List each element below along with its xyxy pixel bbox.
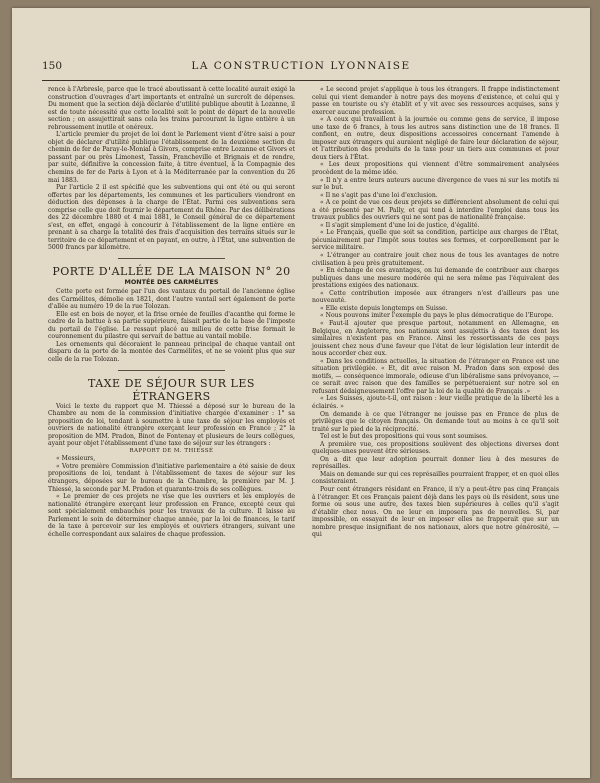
paragraph: « Nous pouvons imiter l'exemple du pays le plus démocratique de l'Europe.	[320, 312, 554, 320]
paragraph: « Le Français, quelle que soit sa condition, participe aux charges de l'État, pécuniairement par l'impôt sous toutes ses formes, et corporellement par le service militaire.	[312, 229, 559, 252]
paragraph: « En échange de ces avantages, on lui demande de contribuer aux charges publiques dans une mesure modérée qui ne sera même pas l'équivalent des prestations exigées des nationaux.	[312, 267, 559, 290]
paragraph: Pour cent étrangers résidant en France, il n'y a peut-être pas cinq Français à l'étranger. Et ces Français paient déjà dans les pays où ils résident, sous une forme ou sous une autre, des taxes bien supérieures à celles qu'il s'agit d'établir chez nous. On ne leur en imposera pas de nouvelles. Si, par impossible, on essayait de leur en imposer elles ne frapperait que sur un nombre presque insignifiant de nos nationaux, alors que notre générosité, — qui	[312, 485, 559, 539]
paragraph: « Il ne s'agit pas d'une loi d'exclusion.	[320, 191, 438, 199]
paragraph: « Le second projet s'applique à tous les étrangers. Il frappe indistinctement celui qui vient demander à notre pays des moyens d'existence, et celui qui y passe en touriste ou s'y établit et y vit avec ses ressources acquises, sans y exercer aucune profession.	[312, 86, 559, 116]
paragraph: « Les Suisses, ajoute-t-il, ont raison : leur vieille pratique de la liberté les a éclairés. »	[312, 395, 559, 410]
left-column	[48, 86, 295, 538]
paragraph: « L'étranger au contraire jouit chez nous de tous les avantages de notre civilisation à peu près gratuitement.	[312, 252, 559, 267]
paragraph: Tel est le but des propositions qui vous sont soumises.	[320, 433, 488, 441]
paragraph: Mais on demande sur qui ces représailles pourraient frapper, et en quoi elles consisteraient.	[312, 470, 559, 486]
journal-title: LA CONSTRUCTION LYONNAISE	[191, 60, 411, 72]
right-column	[312, 86, 559, 539]
paragraph: Voici le texte du rapport que M. Thiessé a déposé sur le bureau de la Chambre au nom de la commission d'initiative chargée d'examiner : 1° sa proposition de loi, tendant à soumettre à une taxe de séjour les employés et ouvriers de nationalité étrangère exerçant leur profession en France ; 2° la proposition de MM. Pradon, Binot de Fontenay et plusieurs de leurs collègues, ayant pour objet l'établissement d'une taxe de séjour sur les étrangers :	[48, 402, 295, 448]
paragraph: « Le premier de ces projets ne vise que les ouvriers et les employés de nationalité étrangère exerçant leur profession en France, excepté ceux qui sont spécialement embauchés pour les travaux de la culture. Il laisse au Parlement le soin de déterminer chaque année, par la loi de finances, le tarif de la taxe à percevoir sur les employés et ouvriers étrangers, suivant une échelle correspondant aux salaires de chaque profession.	[48, 493, 295, 538]
paragraph: On a dit que leur adoption pourrait donner lieu à des mesures de représailles.	[312, 455, 559, 471]
paragraph: « Dans les conditions actuelles, la situation de l'étranger en France est une situation privilégiée. « Et, dit avec raison M. Pradon dans son exposé des motifs, — conséquence immorale, odieuse d'un libéralisme sans prévoyance, — ce serait avec raison que des familles se perpétueraient sur notre sol en refusant dédaigneusement l'offre par la loi de la qualité de Français .»	[312, 357, 559, 395]
page-header	[42, 60, 560, 74]
section-divider	[118, 258, 225, 259]
page-number: 150	[42, 60, 63, 72]
paragraph: Par l'article 2 il est spécifié que les subventions qui ont été ou qui seront offertes par les départements, les communes et les particuliers viendront en déduction des dépenses à la charge de l'État. Parmi ces subventions sera comprise celle que doit fournir le département du Rhône. Par des délibérations des 22 décembre 1880 et 4 mai 1881, le Conseil général de ce département s'est, en effet, engagé à concourir à l'établissement de la ligne entière en prenant à sa charge la totalité des frais d'acquisition des terrains situés sur le territoire de ce département et en payant, en outre, à l'État, une subvention de 5000 francs par kilomètre.	[48, 184, 295, 252]
paragraph: rence à l'Arbresle, parce que le tracé aboutissant à cette localité aurait exigé la construction d'ouvrages d'art importants et entraîné un surcroît de dépenses. Du moment que la section déjà déclarée d'utilité publique aboutit à Lozanne, il est de toute nécessité que cette localité soit le point de départ de la nouvelle section ; on assujettirait sans cela les trains parcourant la ligne entière à un rebroussement inutile et onéreux.	[48, 86, 295, 131]
paragraph: « Elle existe depuis longtemps en Suisse.	[320, 304, 448, 312]
rapport-heading: RAPPORT DE M. THIESSÉ	[129, 447, 214, 454]
paragraph: « Il n'y a entre leurs auteurs aucune divergence de vues ni sur les motifs ni sur le but.	[312, 176, 559, 192]
paragraph: Les ornements qui décoraient le panneau principal de chaque vantail ont disparu de la porte de la montée des Carmélites, et ne se voient plus que sur celle de la rue Tolozan.	[48, 340, 295, 363]
salutation: « Messieurs,	[56, 455, 96, 463]
paragraph: Elle est en bois de noyer, et la frise ornée de feuilles d'acanthe qui forme le cadre de la battue à sa partie supérieure, faisait partie de la base de l'imposte du portail de l'église. Le ressaut placé au milieu de cette frise formait le couronnement du pilastre qui servait de battue au vantail mobile.	[48, 310, 295, 341]
paragraph: « A ce point de vue ces deux projets se différencient absolument de celui qui a été présenté par M. Pally, et qui tend à interdire l'emploi dans tous les travaux publics des ouvriers qui ne sont pas de nationalité française.	[312, 199, 559, 222]
paragraph: A première vue, ces propositions soulèvent des objections diverses dont quelques-unes peuvent être sérieuses.	[312, 440, 559, 456]
paragraph: « Les deux propositions qui viennent d'être sommairement analysées procèdent de la même idée.	[312, 161, 559, 177]
paragraph: L'article premier du projet de loi dont le Parlement vient d'être saisi a pour objet de déclarer d'utilité publique l'établissement de la deuxième section du chemin de fer de Paray-le-Monial à Givors, comprise entre Lozanne et Givors et passant par ou près Limonest, Tassin, Francheville et Brignais et de rendre, par suite, définitive la concession faite, à titre éventuel, à la Compagnie des chemins de fer de Paris à Lyon et à la Méditerranée par la convention du 26 mai 1883.	[48, 131, 295, 184]
paragraph: « Cette contribution imposée aux étrangers n'est d'ailleurs pas une nouveauté.	[312, 289, 559, 305]
section-divider	[118, 370, 225, 371]
section-title-taxe: TAXE DE SÉJOUR SUR LES ÉTRANGERS	[88, 376, 255, 403]
paragraph: Cette porte est formée par l'un des vantaux du portail de l'ancienne église des Carmélites, démolie en 1821, dont l'autre vantail sert également de porte d'allée au numéro 19 de la rue Tolozan.	[48, 288, 295, 311]
paragraph: « Votre première Commission d'initiative parlementaire a été saisie de deux propositions de loi, tendant à l'établissement de taxes de séjour sur les étrangers, déposées sur le bureau de la Chambre, la première par M. J. Thiessé, la seconde par M. Pradon et quarante-trois de ses collègues.	[48, 462, 295, 493]
paragraph: On demande à ce que l'étranger ne jouisse pas en France de plus de privilèges que le citoyen français. On demande tout au moins à ce qu'il soit traité sur le pied de la réciprocité.	[312, 410, 559, 433]
paragraph: « A ceux qui travaillent à la journée ou comme gens de service, il impose une taxe de 6 francs, à tous les autres sans distinction une de 18 francs. Il confient, en outre, deux dispositions accessoires concernant l'amende à imposer aux étrangers qui auraient négligé de faire leur déclaration de séjour, et l'attribution des produits de la taxe pour un tiers aux communes et pour deux tiers à l'État.	[312, 116, 559, 161]
paragraph: « Il s'agit simplement d'une loi de justice, d'égalité.	[320, 221, 480, 229]
section-subtitle-carmelites: MONTÉE DES CARMÉLITES	[124, 278, 219, 287]
page	[12, 8, 590, 778]
section-title-porte: PORTE D'ALLÉE DE LA MAISON N° 20	[52, 265, 291, 279]
header-rule	[42, 80, 560, 81]
paragraph: « Faut-il ajouter que presque partout, notamment en Allemagne, en Belgique, en Angleterre, nos nationaux sont assujettis à des taxes dont les similaires n'existent pas en France. Ainsi les ressortissants de ces pays jouissent chez nous d'une faveur que l'état de leur législation leur interdit de nous accorder chez eux.	[312, 319, 559, 358]
